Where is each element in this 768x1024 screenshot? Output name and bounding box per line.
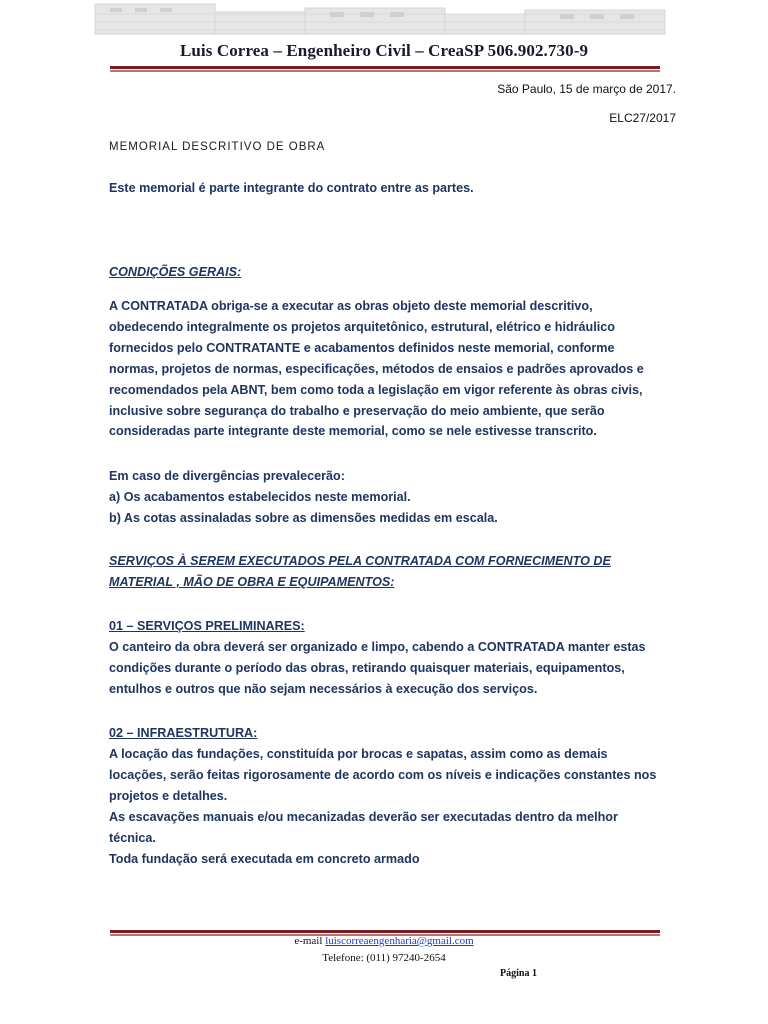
page-number: Página 1 — [500, 968, 537, 979]
list-item: Em caso de divergências prevalecerão: — [109, 469, 345, 483]
paragraph-line: locações, serão feitas rigorosamente de acordo com os níveis e indicações constantes nos — [109, 767, 657, 782]
paragraph-line: As escavações manuais e/ou mecanizadas deverão ser executadas dentro da melhor — [109, 809, 618, 824]
section-02-paragraph — [109, 744, 669, 869]
footer-rule — [110, 930, 660, 933]
paragraph-line: A locação das fundações, constituída por brocas e sapatas, assim como as demais — [109, 747, 608, 761]
paragraph-line: consideradas parte integrante deste memorial, como se nele estivesse transcrito. — [109, 424, 597, 439]
section-01-paragraph — [109, 637, 669, 700]
document-title: MEMORIAL DESCRITIVO DE OBRA — [109, 141, 326, 153]
paragraph-line: A CONTRATADA obriga-se a executar as obras objeto deste memorial descritivo, — [109, 299, 593, 313]
divergence-list — [109, 466, 669, 529]
paragraph-line: projetos e detalhes. — [109, 788, 228, 803]
intro-paragraph: Este memorial é parte integrante do contrato entre as partes. — [109, 181, 474, 195]
paragraph-line: recomendados pela ABNT, bem como toda a legislação em vigor referente às obras civis, — [109, 382, 643, 397]
paragraph-line: técnica. — [109, 830, 156, 845]
conditions-paragraph — [109, 296, 669, 442]
document-reference: ELC27/2017 — [609, 111, 676, 125]
conditions-heading: CONDIÇÕES GERAIS: — [109, 265, 242, 279]
paragraph-line: Toda fundação será executada em concreto armado — [109, 851, 420, 866]
header-rule — [110, 66, 660, 69]
document-date: São Paulo, 15 de março de 2017. — [497, 82, 676, 96]
heading-line: SERVIÇOS À SEREM EXECUTADOS PELA CONTRATADA COM FORNECIMENTO DE — [109, 554, 611, 568]
paragraph-line: normas, projetos de normas, especificações, métodos de ensaios e padrões aprovados e — [109, 361, 644, 376]
paragraph-line: condições durante o período das obras, retirando quaisquer materiais, equipamentos, — [109, 660, 625, 675]
paragraph-line: entulhos e outros que não sejam necessários à execução dos serviços. — [109, 681, 538, 696]
paragraph-line: inclusive sobre segurança do trabalho e preservação do meio ambiente, que serão — [109, 403, 605, 418]
footer-phone: Telefone: (011) 97240-2654 — [322, 952, 446, 964]
email-label: e-mail — [294, 935, 326, 947]
paragraph-line: obedecendo integralmente os projetos arquitetônico, estrutural, elétrico e hidráulico — [109, 319, 615, 334]
footer-email — [0, 935, 768, 947]
header-building-image — [0, 0, 768, 38]
list-item: a) Os acabamentos estabelecidos neste memorial. — [109, 489, 411, 504]
list-item: b) As cotas assinaladas sobre as dimensões medidas em escala. — [109, 510, 498, 525]
services-heading — [109, 551, 669, 593]
email-link[interactable]: luiscorreaengenharia@gmail.com — [325, 935, 474, 947]
header-rule-accent — [110, 70, 660, 72]
paragraph-line: O canteiro da obra deverá ser organizado e limpo, cabendo a CONTRATADA manter estas — [109, 640, 646, 654]
heading-line: MATERIAL , MÃO DE OBRA E EQUIPAMENTOS: — [109, 574, 395, 589]
section-02-heading: 02 – INFRAESTRUTURA: — [109, 726, 258, 740]
section-01-heading: 01 – SERVIÇOS PRELIMINARES: — [109, 619, 305, 633]
header-title: Luis Correa – Engenheiro Civil – CreaSP 506.902.730-9 — [179, 41, 589, 60]
paragraph-line: fornecidos pelo CONTRATANTE e acabamentos definidos neste memorial, conforme — [109, 340, 615, 355]
